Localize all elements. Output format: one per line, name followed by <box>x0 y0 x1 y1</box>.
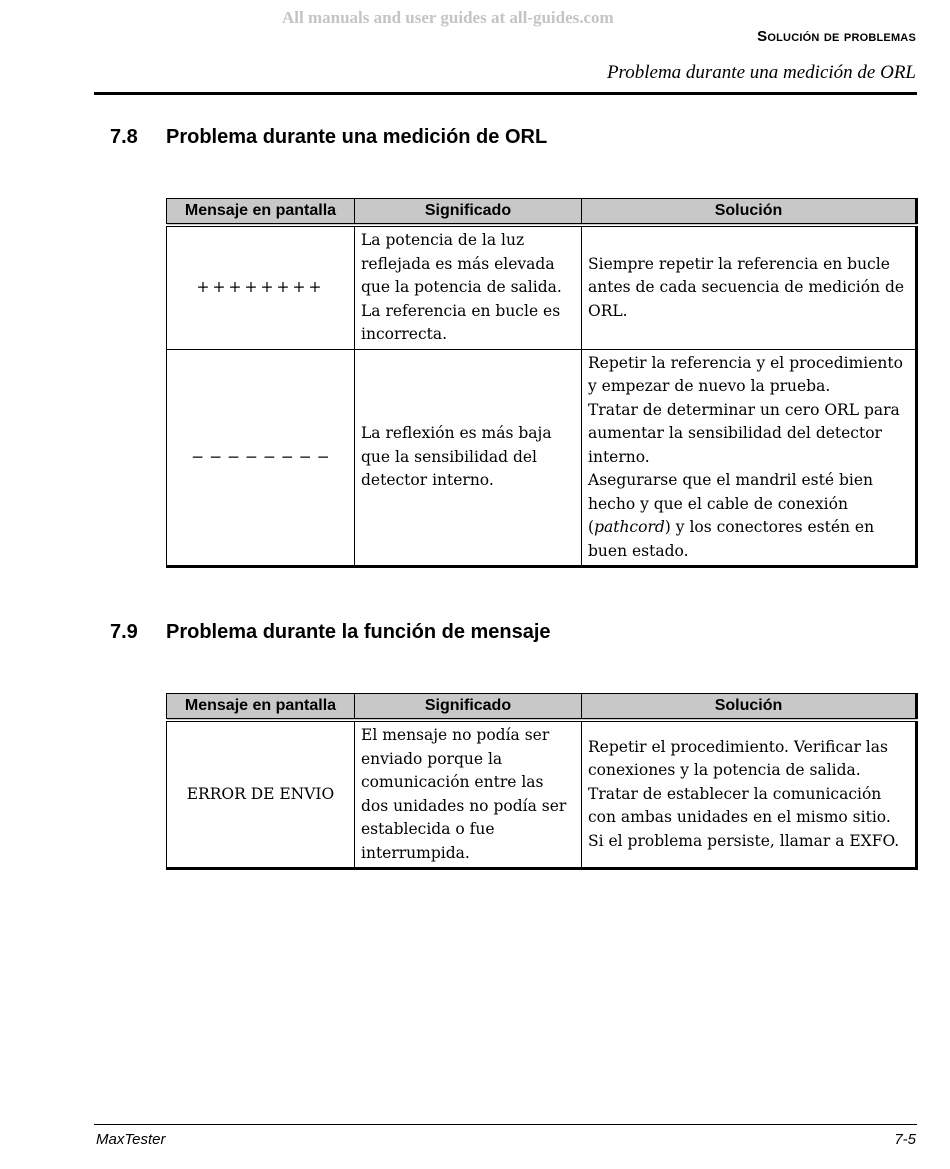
column-header-meaning: Significado <box>355 694 582 721</box>
watermark: All manuals and user guides at all-guides.com <box>282 8 614 27</box>
column-header-meaning: Significado <box>355 199 582 226</box>
table-row <box>167 349 917 567</box>
solution-cell: Siempre repetir la referencia en bucle antes de cada secuencia de medición de ORL. <box>582 225 917 349</box>
solution-text: ) y los conectores estén en buen estado. <box>588 518 875 560</box>
section-number: 7.9 <box>110 621 138 643</box>
solution-cell <box>582 349 917 567</box>
section-title: Problema durante la función de mensaje <box>166 621 551 643</box>
solution-line: Repetir la referencia y el procedimiento y empezar de nuevo la prueba. <box>588 353 903 395</box>
screen-message-cell: ++++++++ <box>167 225 355 349</box>
header-rule <box>94 92 917 95</box>
section-title: Problema durante una medición de ORL <box>166 126 548 148</box>
troubleshooting-table-message <box>166 693 918 870</box>
column-header-solution: Solución <box>582 694 917 721</box>
solution-line <box>588 469 909 563</box>
table-row <box>167 225 917 349</box>
screen-message-cell: − − − − − − − − <box>167 349 355 567</box>
screen-message-cell: ERROR DE ENVIO <box>167 720 355 869</box>
section-heading-7-9 <box>110 621 551 644</box>
meaning-cell: La reflexión es más baja que la sensibilidad del detector interno. <box>355 349 582 567</box>
footer-page-number: 7-5 <box>894 1131 916 1148</box>
solution-text: Asegurarse que el mandril esté bien hecho y que el cable de conexión ( <box>588 471 873 536</box>
column-header-message: Mensaje en pantalla <box>167 694 355 721</box>
table-row <box>167 720 917 869</box>
section-number: 7.8 <box>110 126 138 148</box>
footer-rule <box>94 1124 917 1125</box>
solution-cell: Repetir el procedimiento. Verificar las conexiones y la potencia de salida. Tratar de establecer la comunicación con ambas unidades en el mismo sitio. Si el problema persiste, llamar a EXFO. <box>582 720 917 869</box>
header-section-title: Problema durante una medición de ORL <box>606 62 916 83</box>
meaning-cell: El mensaje no podía ser enviado porque la comunicación entre las dos unidades no podía ser establecida o fue interrumpida. <box>355 720 582 869</box>
footer-product-name: MaxTester <box>96 1131 166 1148</box>
solution-emphasis: pathcord <box>594 518 665 536</box>
section-heading-7-8 <box>110 126 547 149</box>
column-header-message: Mensaje en pantalla <box>167 199 355 226</box>
column-header-solution: Solución <box>582 199 917 226</box>
table-header-row <box>167 199 917 226</box>
header-chapter-title: Solución de problemas <box>757 28 916 45</box>
table-header-row <box>167 694 917 721</box>
meaning-cell: La potencia de la luz reflejada es más elevada que la potencia de salida. La referencia en bucle es incorrecta. <box>355 225 582 349</box>
solution-line: Tratar de determinar un cero ORL para aumentar la sensibilidad del detector interno. <box>588 400 900 466</box>
troubleshooting-table-orl <box>166 198 918 568</box>
